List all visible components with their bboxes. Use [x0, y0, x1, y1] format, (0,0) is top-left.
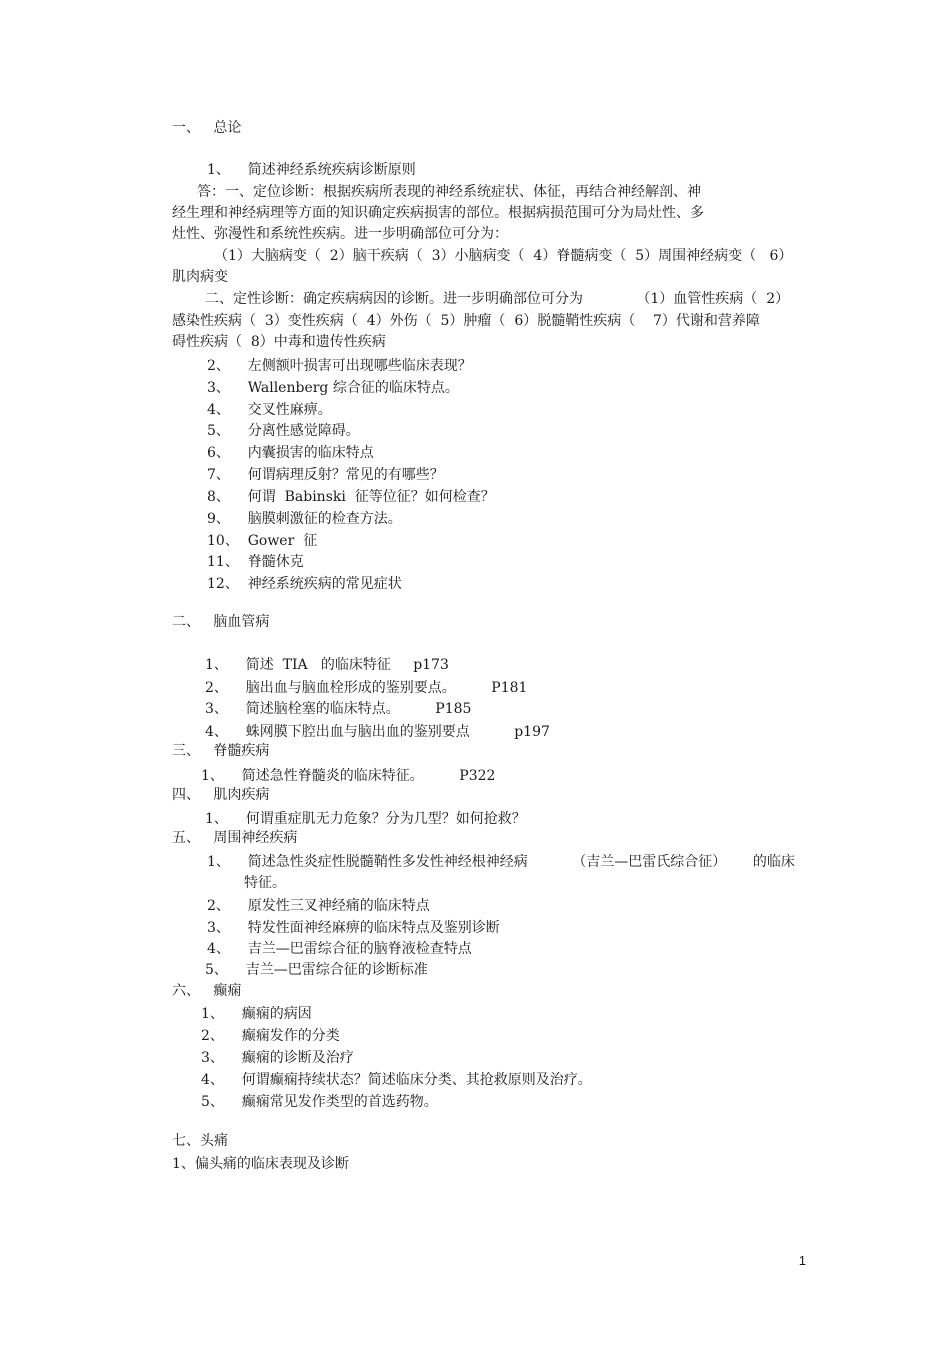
- question-item: 2、 脑出血与脑血栓形成的鉴别要点。 P181: [205, 680, 528, 696]
- section-heading: 四、 肌肉疾病: [172, 787, 270, 803]
- question-item: 4、 蛛网膜下腔出血与脑出血的鉴别要点 p197: [205, 724, 550, 740]
- question-item: 11、 脊髓休克: [207, 554, 304, 570]
- answer-line: 肌肉病变: [172, 269, 228, 285]
- section-heading: 一、 总论: [172, 120, 242, 136]
- page-number: 1: [798, 1253, 806, 1268]
- section-heading: 五、 周围神经疾病: [172, 830, 298, 846]
- section-heading: 二、 脑血管病: [172, 614, 270, 630]
- section-heading: 七、头痛: [172, 1133, 228, 1149]
- question-item: 7、 何谓病理反射？常见的有哪些？: [207, 467, 444, 483]
- question-item: 3、 简述脑栓塞的临床特点。 P185: [205, 701, 472, 717]
- question-item: 3、 Wallenberg 综合征的临床特点。: [207, 380, 459, 396]
- question-item: 9、 脑膜刺激征的检查方法。: [207, 511, 402, 527]
- question-item: 8、 何谓 Babinski 征等位征？如何检查？: [207, 489, 495, 505]
- answer-line: 碍性疾病（ 8）中毒和遗传性疾病: [172, 334, 386, 350]
- question-item-continuation: 特征。: [244, 875, 286, 891]
- question-item: 4、 何谓癫痫持续状态？简述临床分类、其抢救原则及治疗。: [201, 1072, 592, 1088]
- question-item: 2、 左侧额叶损害可出现哪些临床表现？: [207, 358, 472, 374]
- answer-line: （1）大脑病变（ 2）脑干疾病（ 3）小脑病变（ 4）脊髓病变（ 5）周围神经病变（ 6）: [214, 248, 793, 264]
- answer-line: 感染性疾病（ 3）变性疾病（ 4）外伤（ 5）肿瘤（ 6）脱髓鞘性疾病（ 7）代谢和营养障: [172, 313, 760, 329]
- answer-line: 答：一、定位诊断：根据疾病所表现的神经系统症状、体征，再结合神经解剖、神: [197, 184, 701, 200]
- section-heading: 六、 癫痫: [172, 983, 242, 999]
- answer-line: 灶性、弥漫性和系统性疾病。进一步明确部位可分为：: [172, 226, 508, 242]
- question-item: 10、 Gower 征: [207, 533, 318, 549]
- question-item: 1、 何谓重症肌无力危象？分为几型？如何抢救？: [205, 811, 526, 827]
- answer-line: 经生理和神经病理等方面的知识确定疾病损害的部位。根据病损范围可分为局灶性、多: [172, 205, 704, 221]
- question-item: 2、 癫痫发作的分类: [201, 1028, 340, 1044]
- question-item: 4、 交叉性麻痹。: [207, 402, 332, 418]
- question-item: 1、 简述 TIA 的临床特征 p173: [205, 657, 449, 673]
- question-item: 1、 简述神经系统疾病诊断原则: [207, 162, 416, 178]
- question-item: 3、 特发性面神经麻痹的临床特点及鉴别诊断: [207, 920, 500, 936]
- question-item: 6、 内囊损害的临床特点: [207, 445, 374, 461]
- answer-line: 二、定性诊断：确定疾病病因的诊断。进一步明确部位可分为 （1）血管性疾病（ 2）: [205, 291, 790, 307]
- question-item: 2、 原发性三叉神经痛的临床特点: [207, 898, 430, 914]
- question-item: 5、 癫痫常见发作类型的首选药物。: [201, 1094, 438, 1110]
- question-item: 1、 癫痫的病因: [201, 1006, 312, 1022]
- question-item: 12、 神经系统疾病的常见症状: [207, 576, 402, 592]
- question-item: 5、 吉兰—巴雷综合征的诊断标准: [205, 962, 428, 978]
- section-heading: 三、 脊髓疾病: [172, 743, 270, 759]
- question-item: 1、 简述急性脊髓炎的临床特征。 P322: [201, 768, 496, 784]
- question-item: 1、 简述急性炎症性脱髓鞘性多发性神经根神经病 （吉兰—巴雷氏综合征） 的临床: [207, 854, 795, 870]
- question-item: 4、 吉兰—巴雷综合征的脑脊液检查特点: [207, 941, 472, 957]
- question-item: 3、 癫痫的诊断及治疗: [201, 1050, 354, 1066]
- question-item: 1、偏头痛的临床表现及诊断: [172, 1156, 349, 1172]
- question-item: 5、 分离性感觉障碍。: [207, 423, 360, 439]
